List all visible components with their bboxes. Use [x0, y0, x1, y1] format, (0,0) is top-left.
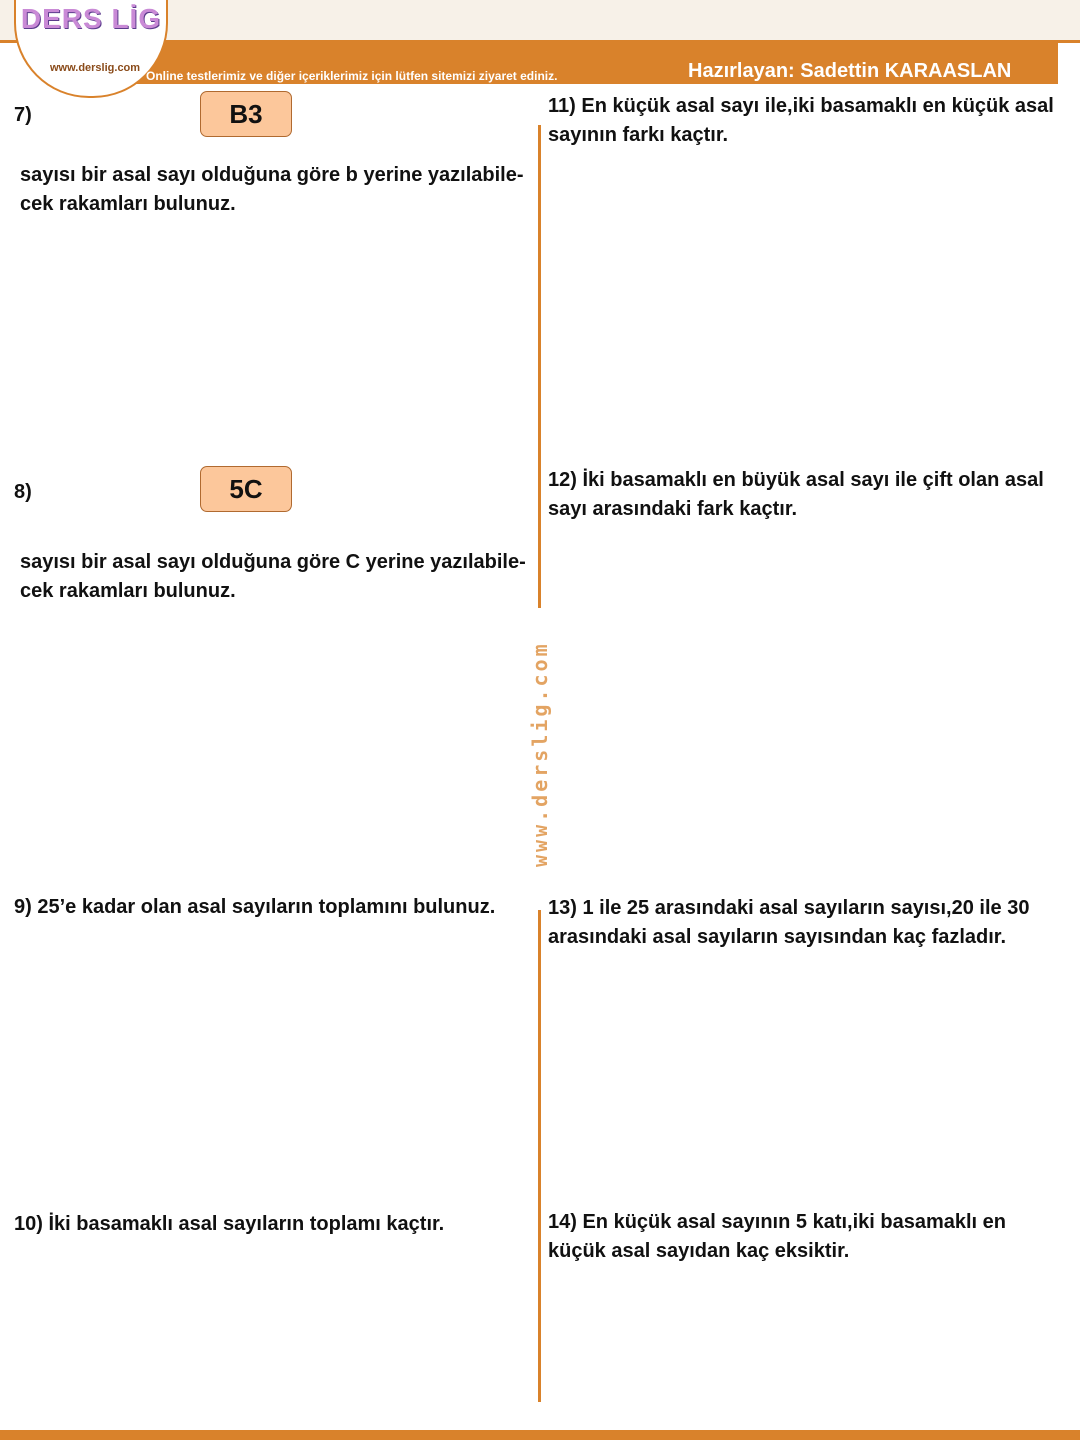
question-7-number: 7)	[14, 104, 32, 126]
question-7-number-box: B3	[200, 91, 292, 137]
question-14: 14) En küçük asal sayının 5 katı,iki basamaklı en küçük asal sayıdan kaç eksiktir.	[548, 1211, 1007, 1262]
footer-bar	[0, 1430, 1080, 1440]
watermark: www.derslig.com	[528, 641, 552, 867]
question-11: 11) En küçük asal sayı ile,iki basamaklı en küçük asal sayının farkı kaçtır.	[548, 95, 1054, 146]
question-12: 12) İki basamaklı en büyük asal sayı ile çift olan asal sayı arasındaki fark kaçtır.	[548, 469, 1044, 520]
column-divider-bottom	[538, 910, 541, 1402]
author-label: Hazırlayan: Sadettin KARAASLAN	[688, 60, 1012, 82]
question-9: 9) 25’e kadar olan asal sayıların toplamını bulunuz.	[14, 896, 496, 918]
logo-url: www.derslig.com	[50, 62, 141, 74]
question-10: 10) İki basamaklı asal sayıların toplamı kaçtır.	[14, 1213, 445, 1235]
question-8-number: 8)	[14, 481, 32, 503]
question-8-text: sayısı bir asal sayı olduğuna göre C yerine yazılabile-cek rakamları bulunuz.	[20, 551, 526, 602]
header-notice: Online testlerimiz ve diğer içeriklerimiz için lütfen sitemizi ziyaret ediniz.	[146, 69, 558, 83]
question-7-text: sayısı bir asal sayı olduğuna göre b yerine yazılabile-cek rakamları bulunuz.	[20, 164, 524, 215]
question-8-number-box: 5C	[200, 466, 292, 512]
question-13: 13) 1 ile 25 arasındaki asal sayıların sayısı,20 ile 30 arasındaki asal sayıların sayısından kaç fazladır.	[548, 897, 1030, 948]
logo-text: DERS LİG	[20, 3, 162, 34]
column-divider-top	[538, 125, 541, 608]
